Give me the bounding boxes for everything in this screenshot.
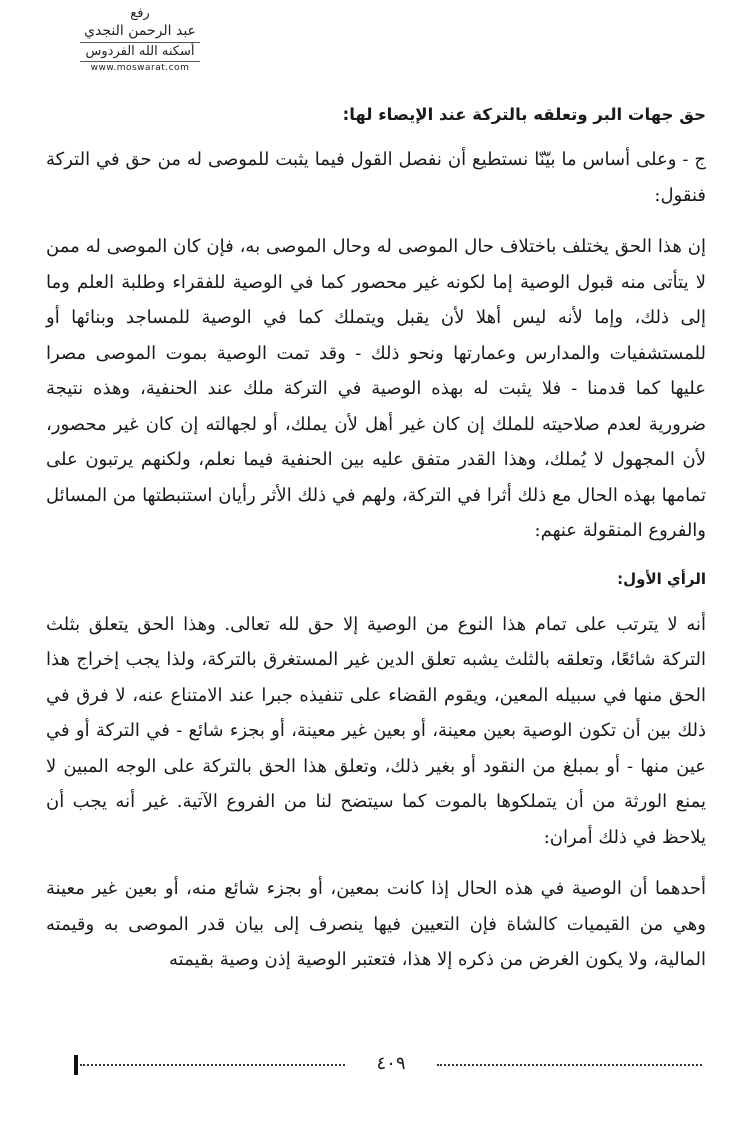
page-body (46, 100, 706, 994)
stamp-website: www.moswarat.com (90, 63, 190, 73)
subheading-first-opinion: الرأي الأول: (617, 569, 706, 588)
paragraph-3: أنه لا يترتب على تمام هذا النوع من الوصية إلا حق لله تعالى. وهذا الحق يتعلق بثلث التركة شائعًا، وتعلقه بالثلث يشبه تعلق الدين غير المستغرق بالتركة، ولذا يجب إخراج هذا الحق منها في سبيله المعين، ويقوم القضاء على تنفيذه جبرا عند الامتناع عنه، لا فرق في ذلك بين أن تكون الوصية بعين معينة، أو بعين غير معينة، أو بجزء شائع - في التركة أو في عين منها - أو بمبلغ من النقود أو بغير ذلك، وتعلق هذا الحق بالتركة على الوجه المبين لا يمنع الورثة من أن يتملكوها بالموت كما سيتضح لنا من الفروع الآتية. غير أنه يجب أن يلاحظ في ذلك أمران: (46, 613, 706, 848)
publisher-stamp (60, 6, 220, 74)
footer-bar (74, 1055, 78, 1075)
page-footer (74, 1050, 702, 1078)
stamp-line-2: عبد الرحمن النجدي (84, 23, 196, 39)
paragraph-2: إن هذا الحق يختلف باختلاف حال الموصى له وحال الموصى به، فإن كان الموصى له ممن لا يتأتى منه قبول الوصية إما لكونه غير محصور كما في الوصية للفقراء وطلبة العلم وما إلى ذلك، وإما لأنه ليس أهلا لأن يقبل ويتملك كما في الوصية للمساجد وبنائها أو للمستشفيات والمدارس وعمارتها ونحو ذلك - وقد تمت الوصية بموت الموصى مصرا عليها كما قدمنا - فلا يثبت له بهذه الوصية في التركة ملك عند الحنفية، وهذه نتيجة ضرورية لعدم صلاحيته للملك إن كان غير أهل لأن يملك، أو لجهالته إن كان غير محصور، لأن المجهول لا يُملك، وهذا القدر متفق عليه بين الحنفية فيما نعلم، ولكنهم يرتبون على تمامها بهذه الحال مع ذلك أثرا في التركة، ولهم في ذلك الأثر رأيان استنبطتها من المسائل والفروع المنقولة عنهم: (46, 236, 707, 541)
footer-rule-right (437, 1064, 702, 1066)
page-number: ٤٠٩ (376, 1053, 406, 1074)
stamp-line-1: رفع (130, 6, 150, 21)
paragraph-4: أحدهما أن الوصية في هذه الحال إذا كانت بمعين، أو بجزء شائع منه، أو بعين غير معينة وهي من القيميات كالشاة فإن التعيين فيها ينصرف إلى بيان قدر الموصى به وقيمته المالية، ولا يكون الغرض من ذكره إلا هذا، فتعتبر الوصية إذن وصية بقيمته (46, 878, 706, 970)
paragraph-1: ج - وعلى أساس ما بيّنّا نستطيع أن نفصل القول فيما يثبت للموصى له من حق في التركة فنقول: (46, 149, 706, 206)
stamp-line-3: أسكنه الله الفردوس (80, 42, 201, 62)
section-heading: حق جهات البر وتعلقه بالتركة عند الإيصاء لها: (342, 105, 706, 124)
footer-rule-left (80, 1064, 345, 1066)
